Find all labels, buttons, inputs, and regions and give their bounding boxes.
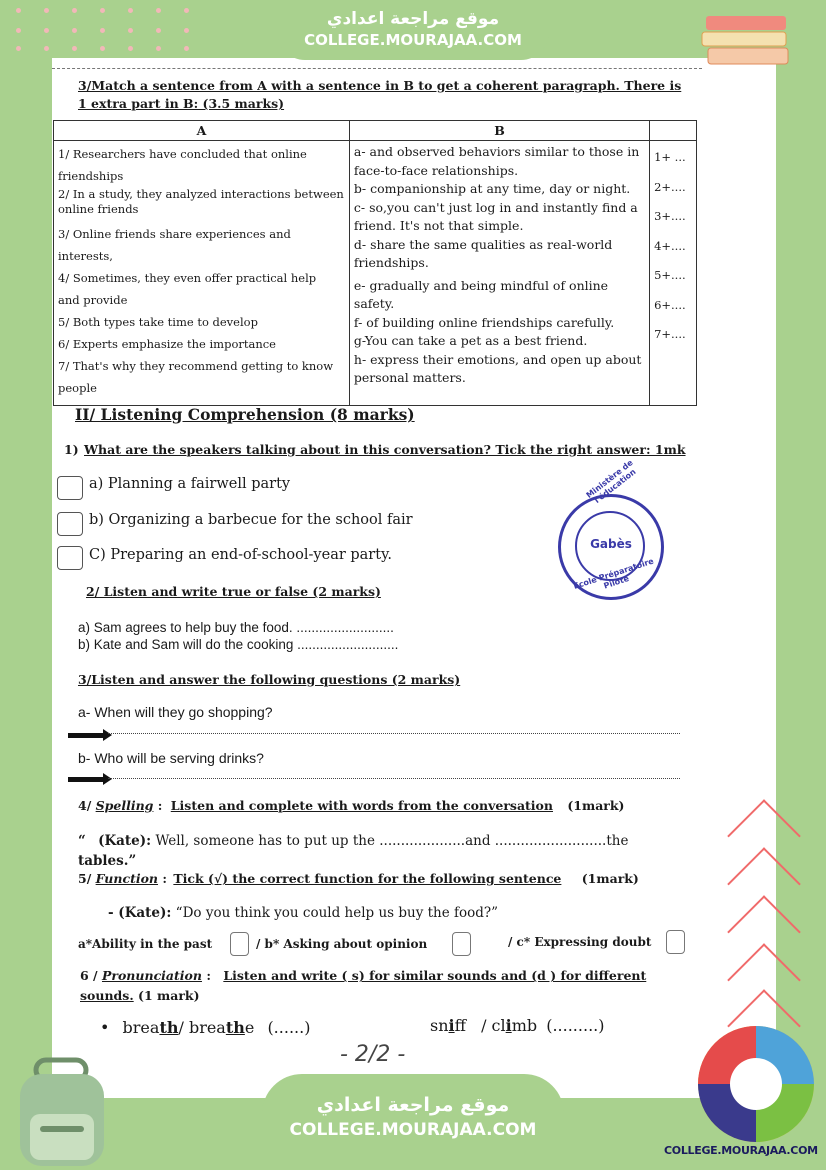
column-a (54, 141, 350, 406)
q4-colon: : (157, 798, 163, 813)
q1-option-b: b) Organizing a barbecue for the school fair (89, 512, 413, 528)
pair1-word-b-start: / brea (178, 1018, 226, 1037)
q6-title-line2: sounds. (80, 988, 134, 1003)
arrow-icon (68, 777, 104, 782)
a-item-3: 3/ Online friends share experiences and (58, 227, 291, 241)
stamp-city: Gabès (590, 537, 632, 551)
b-item-h: h- express their emotions, and open up about personal matters. (353, 351, 642, 385)
stamp-top-text: Ministère de l'éducation (584, 458, 638, 506)
b-item-g: g-You can take a pet as a best friend. (353, 333, 588, 348)
q6-header (80, 968, 646, 983)
q5-title: Tick (√) the correct function for the following sentence (173, 871, 562, 886)
q5-number: 5/ (78, 871, 92, 886)
q2-item-a[interactable]: a) Sam agrees to help buy the food. .......................... (78, 620, 394, 635)
a-item-1: 1/ Researchers have concluded that online (58, 147, 307, 161)
q4-quote-open: “ (78, 833, 86, 849)
q4-line2: tables.” (78, 853, 137, 869)
site-url-bottom[interactable]: COLLEGE.MOURAJAA.COM (289, 1120, 537, 1140)
pair1-word-a-start: brea (122, 1018, 160, 1037)
page-number: - 2/2 - (340, 1042, 406, 1067)
pair2-blank: (.........) (546, 1016, 605, 1035)
pair2-word-b-start: / cl (481, 1016, 506, 1035)
backpack-icon (12, 1056, 112, 1168)
school-subjects-icon (694, 1022, 818, 1146)
answer-6[interactable]: 6+.... (654, 297, 686, 312)
q6-pair-1[interactable] (100, 1018, 310, 1037)
q6-title: Listen and write ( s) for similar sounds and (d ) for different (223, 968, 647, 983)
answer-5[interactable]: 5+.... (654, 268, 686, 282)
header-b: B (349, 121, 649, 141)
q6-colon: : (206, 968, 211, 983)
section3-title-line1: 3/Match a sentence from A with a sentence in B to get a coherent paragraph. There is (78, 78, 682, 93)
answer-7[interactable]: 7+.... (654, 327, 686, 341)
pair2-word-a-start: sn (430, 1016, 449, 1035)
q5-checkbox-c[interactable] (666, 930, 685, 954)
q4-title: Listen and complete with words from the conversation (170, 798, 553, 813)
q1-checkbox-c[interactable] (57, 546, 83, 570)
school-stamp (558, 458, 664, 600)
decorative-dots (6, 0, 196, 60)
pair1-word-b-end: e (244, 1018, 255, 1037)
q6-pair-2[interactable] (430, 1016, 604, 1035)
answer-4[interactable]: 4+.... (654, 238, 686, 253)
q3-title: 3/Listen and answer the following questions (2 marks) (78, 672, 461, 687)
top-divider (52, 68, 702, 69)
q3-answer-line-b[interactable] (108, 778, 680, 779)
b-item-e: e- gradually and being mindful of online safety. (353, 277, 609, 311)
q4-header (78, 798, 624, 813)
stamp-bottom-text: Ecole Préparatoire Pilote (572, 556, 655, 591)
q5-sentence: “Do you think you could help us buy the food?” (175, 905, 499, 921)
bullet-icon: • (100, 1018, 110, 1037)
pair2-word-a-sound: i (448, 1016, 455, 1035)
q3-item-b: b- Who will be serving drinks? (78, 750, 264, 766)
q4-label: Spelling (95, 798, 154, 813)
q6-header-line2 (80, 988, 200, 1003)
site-banner-top (277, 2, 549, 60)
header-a: A (54, 121, 350, 141)
q5-option-c: / c* Expressing doubt (508, 935, 652, 949)
b-item-c: c- so,you can't just log in and instantly find a friend. It's not that simple. (353, 199, 638, 233)
a-item-1b: friendships (58, 169, 124, 183)
q5-header (78, 871, 639, 886)
a-item-5: 5/ Both types take time to develop (58, 315, 258, 329)
column-b (349, 141, 649, 406)
a-item-4b: and provide (58, 293, 128, 307)
answer-2[interactable]: 2+.... (654, 179, 686, 194)
site-arabic-name: موقع مراجعة اعدادي (326, 9, 500, 29)
b-item-a: a- and observed behaviors similar to those in face-to-face relationships. (353, 144, 640, 178)
q1-checkbox-a[interactable] (57, 476, 83, 500)
q4-speaker: (Kate): (98, 833, 152, 849)
site-banner-bottom (262, 1074, 564, 1170)
arrow-icon (68, 733, 104, 738)
a-item-6: 6/ Experts emphasize the importance (58, 337, 276, 351)
pair2-word-b-sound: i (505, 1016, 512, 1035)
section3-title-line2: 1 extra part in B: (3.5 marks) (78, 96, 285, 111)
q6-label: Pronunciation (101, 968, 202, 983)
b-item-b: b- companionship at any time, day or night. (353, 181, 631, 196)
q4-sentence: Well, someone has to put up the ....................and ..........................the (155, 833, 629, 849)
a-item-2: 2/ In a study, they analyzed interactions between online friends (58, 187, 344, 216)
answer-3[interactable]: 3+.... (654, 209, 686, 223)
site-arabic-name-bottom: موقع مراجعة اعدادي (316, 1094, 510, 1116)
header-answers (650, 121, 697, 141)
q4-number: 4/ (78, 798, 92, 813)
brand-footer[interactable]: COLLEGE.MOURAJAA.COM (664, 1144, 818, 1157)
q5-checkbox-b[interactable] (452, 932, 471, 956)
q5-speaker: - (Kate): (108, 905, 172, 921)
pair1-word-b-sound: th (225, 1018, 245, 1037)
answer-1[interactable]: 1+ ... (654, 150, 686, 164)
q5-colon: : (162, 871, 167, 886)
matching-table (53, 120, 697, 406)
listening-section-title: II/ Listening Comprehension (8 marks) (75, 405, 415, 424)
q5-sentence-line (108, 905, 498, 921)
q5-label: Function (95, 871, 159, 886)
q3-item-a: a- When will they go shopping? (78, 704, 273, 720)
q1-number: 1) (64, 442, 79, 457)
q1-title: What are the speakers talking about in this conversation? Tick the right answer: 1mk (84, 442, 686, 457)
books-icon (700, 10, 796, 70)
q2-item-b[interactable]: b) Kate and Sam will do the cooking ........................... (78, 637, 399, 652)
q5-option-b: / b* Asking about opinion (256, 937, 428, 951)
a-item-4: 4/ Sometimes, they even offer practical help (58, 271, 317, 285)
q1-option-c: C) Preparing an end-of-school-year party. (89, 547, 392, 563)
q6-mark: (1 mark) (138, 988, 200, 1003)
q4-line1[interactable] (78, 833, 628, 849)
pair2-word-b-end: mb (511, 1016, 538, 1035)
b-item-f: f- of building online friendships carefully. (353, 314, 615, 330)
a-item-7b: people (58, 381, 97, 395)
pair1-blank: (......) (267, 1018, 311, 1037)
q1-checkbox-b[interactable] (57, 512, 83, 536)
q2-title: 2/ Listen and write true or false (2 marks) (86, 584, 381, 599)
q3-answer-line-a[interactable] (108, 733, 680, 734)
answers-column (650, 141, 697, 406)
q5-option-a: a*Ability in the past (78, 937, 213, 951)
a-item-7: 7/ That's why they recommend getting to know (58, 359, 334, 373)
pair1-word-a-sound: th (159, 1018, 179, 1037)
q6-number: 6 / (80, 968, 98, 983)
q1-option-a: a) Planning a fairwell party (89, 476, 291, 492)
site-url[interactable]: COLLEGE.MOURAJAA.COM (304, 31, 522, 49)
q4-mark: (1mark) (567, 798, 625, 813)
a-item-3b: interests, (58, 249, 113, 263)
b-item-d: d- share the same qualities as real-world friendships. (353, 236, 613, 270)
q5-mark: (1mark) (581, 871, 639, 886)
q5-checkbox-a[interactable] (230, 932, 249, 956)
pair2-word-a-end: ff (454, 1016, 466, 1035)
